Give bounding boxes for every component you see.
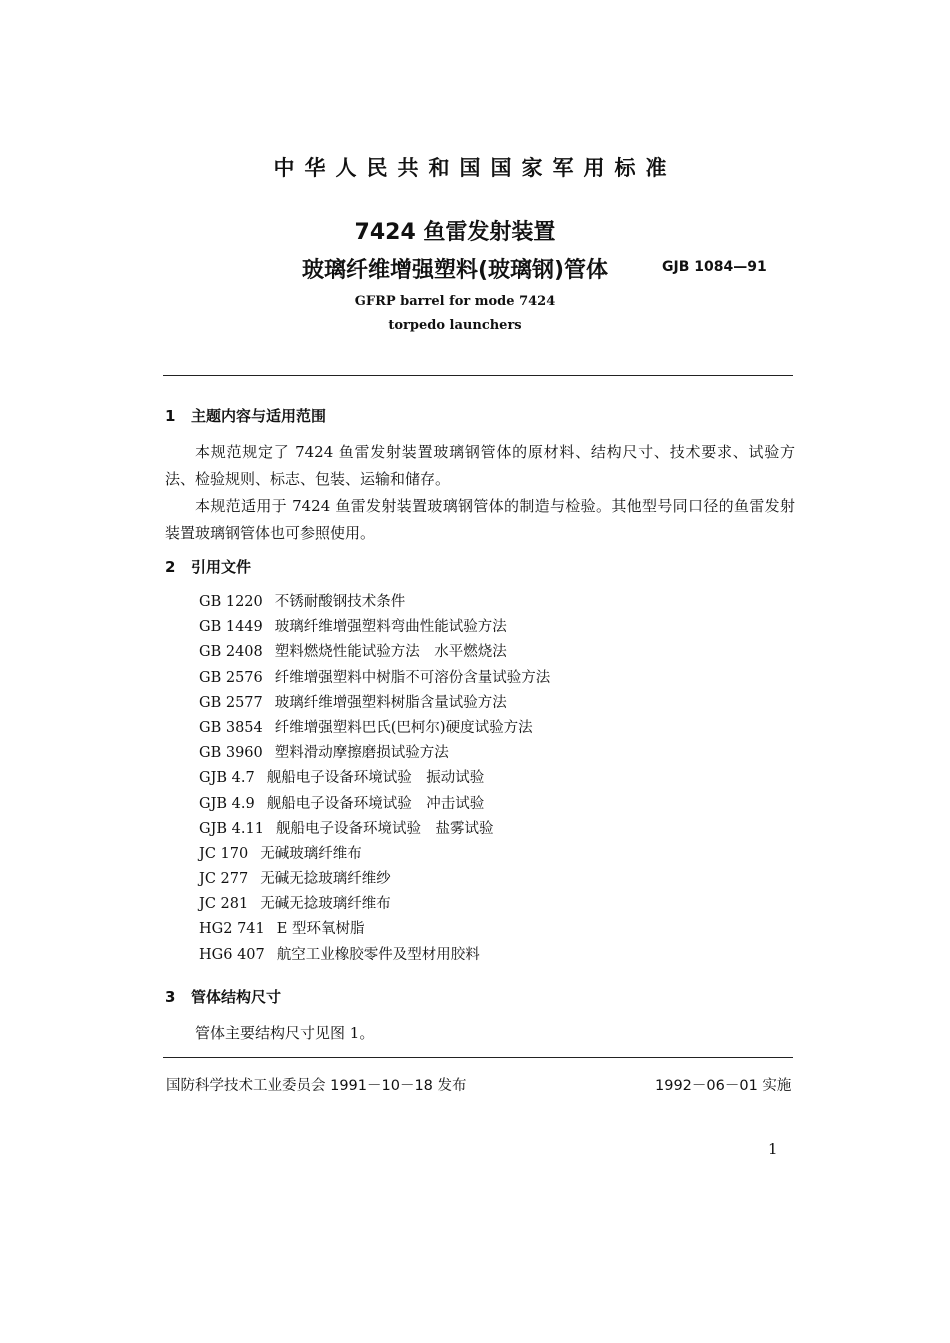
reference-title: 纤维增强塑料中树脂不可溶份含量试验方法 bbox=[274, 669, 551, 686]
reference-item bbox=[199, 590, 550, 615]
reference-item bbox=[199, 766, 550, 791]
section-2-number: 2 bbox=[165, 558, 176, 576]
reference-code: GJB 4.11 bbox=[199, 820, 264, 837]
reference-code: GB 3960 bbox=[199, 745, 263, 762]
section-2-heading bbox=[165, 556, 251, 577]
section-3-heading bbox=[165, 986, 281, 1007]
reference-code: GB 1220 bbox=[199, 594, 263, 610]
reference-item bbox=[199, 867, 550, 892]
section-1-heading bbox=[165, 405, 326, 426]
section-1-title: 主题内容与适用范围 bbox=[191, 407, 327, 425]
issue-info: 国防科学技术工业委员会 1991－10－18 发布 bbox=[166, 1078, 467, 1094]
section-2-title: 引用文件 bbox=[191, 558, 252, 576]
section-3-paragraph-1: 管体主要结构尺寸见图 1。 bbox=[195, 1024, 375, 1042]
footer-divider bbox=[163, 1057, 793, 1058]
reference-title: 无碱无捻玻璃纤维纱 bbox=[260, 871, 391, 888]
reference-code: GB 1449 bbox=[199, 619, 263, 636]
reference-item bbox=[199, 716, 550, 741]
reference-item bbox=[199, 741, 550, 766]
reference-item bbox=[199, 817, 550, 842]
reference-title: E 型环氧树脂 bbox=[276, 921, 365, 938]
english-title-line1: GFRP barrel for mode 7424 bbox=[354, 294, 556, 309]
reference-code: JC 277 bbox=[199, 871, 249, 888]
reference-item bbox=[199, 615, 550, 640]
section-1-number: 1 bbox=[165, 407, 176, 425]
reference-code: GB 2408 bbox=[199, 644, 263, 661]
reference-title: 无碱玻璃纤维布 bbox=[260, 845, 362, 862]
page-number: 1 bbox=[768, 1140, 778, 1158]
reference-title: 塑料滑动摩擦磨损试验方法 bbox=[274, 745, 449, 762]
reference-code: HG2 741 bbox=[199, 921, 265, 938]
reference-item bbox=[199, 842, 550, 867]
reference-title: 舰船电子设备环境试验 振动试验 bbox=[266, 770, 485, 787]
english-title-line2: torpedo launchers bbox=[388, 318, 522, 333]
reference-item bbox=[199, 792, 550, 817]
reference-code: GJB 4.7 bbox=[199, 770, 255, 787]
document-title-line1: 7424 鱼雷发射装置 bbox=[354, 220, 556, 245]
reference-item bbox=[199, 666, 550, 691]
reference-code: GB 3854 bbox=[199, 719, 263, 736]
standard-number: GJB 1084—91 bbox=[662, 259, 767, 275]
effective-date: 1992－06－01 实施 bbox=[655, 1078, 792, 1094]
reference-title: 无碱无捻玻璃纤维布 bbox=[260, 896, 391, 913]
reference-code: GB 2577 bbox=[199, 694, 263, 711]
header-divider bbox=[163, 375, 793, 376]
reference-code: HG6 407 bbox=[199, 946, 265, 963]
reference-item bbox=[199, 917, 550, 942]
reference-item bbox=[199, 640, 550, 665]
reference-title: 玻璃纤维增强塑料树脂含量试验方法 bbox=[274, 694, 507, 711]
reference-list bbox=[199, 590, 550, 968]
reference-title: 不锈耐酸钢技术条件 bbox=[274, 594, 406, 610]
reference-item bbox=[199, 691, 550, 716]
reference-code: JC 170 bbox=[199, 845, 249, 862]
reference-title: 塑料燃烧性能试验方法 水平燃烧法 bbox=[274, 644, 507, 661]
reference-item bbox=[199, 892, 550, 917]
reference-code: JC 281 bbox=[199, 896, 249, 913]
document-title-line2: 玻璃纤维增强塑料(玻璃钢)管体 bbox=[301, 258, 609, 283]
standard-title: 中华人民共和国国家军用标准 bbox=[273, 156, 677, 180]
reference-code: GJB 4.9 bbox=[199, 795, 255, 812]
reference-title: 航空工业橡胶零件及型材用胶料 bbox=[276, 946, 480, 963]
reference-title: 玻璃纤维增强塑料弯曲性能试验方法 bbox=[274, 619, 507, 636]
reference-item bbox=[199, 943, 550, 968]
reference-title: 纤维增强塑料巴氏(巴柯尔)硬度试验方法 bbox=[274, 719, 533, 736]
section-1-paragraph-1: 本规范规定了 7424 鱼雷发射装置玻璃钢管体的原材料、结构尺寸、技术要求、试验方法、检验规则、标志、包装、运输和储存。 bbox=[165, 443, 795, 488]
reference-title: 舰船电子设备环境试验 冲击试验 bbox=[266, 795, 485, 812]
section-3-number: 3 bbox=[165, 988, 176, 1006]
section-3-title: 管体结构尺寸 bbox=[191, 988, 282, 1006]
reference-code: GB 2576 bbox=[199, 669, 263, 686]
section-1-paragraph-2: 本规范适用于 7424 鱼雷发射装置玻璃钢管体的制造与检验。其他型号同口径的鱼雷发射装置玻璃钢管体也可参照使用。 bbox=[165, 497, 795, 542]
reference-title: 舰船电子设备环境试验 盐雾试验 bbox=[275, 820, 494, 837]
